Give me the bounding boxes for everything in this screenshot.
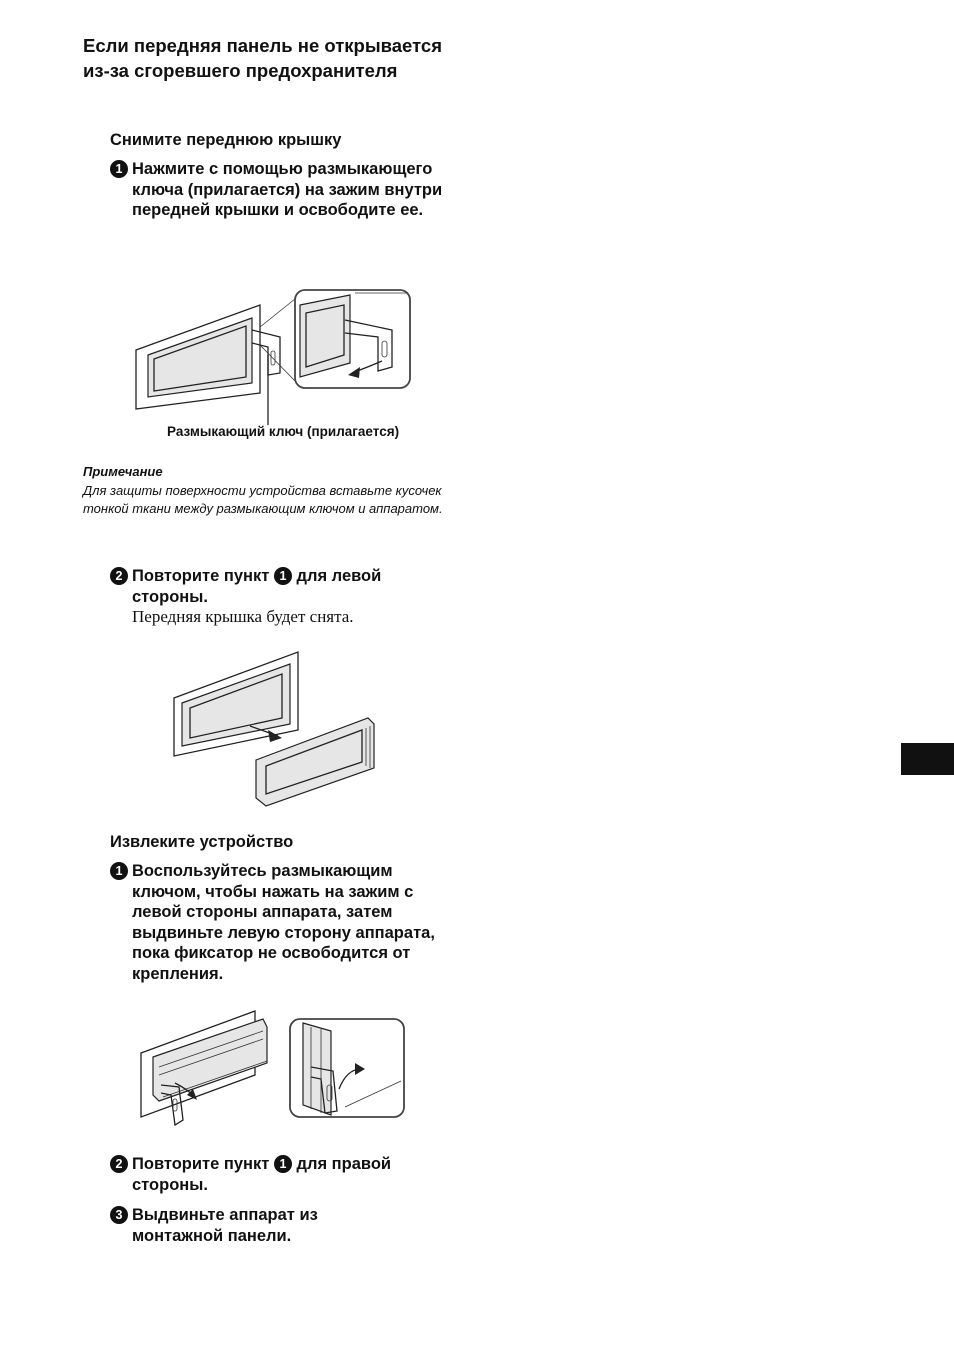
step-number-badge: 3 bbox=[110, 1206, 128, 1224]
step-reference-badge: 1 bbox=[274, 1155, 292, 1173]
figure-caption: Размыкающий ключ (прилагается) bbox=[167, 424, 400, 439]
step-text: Воспользуйтесь размыкающим ключом, чтобы нажать на зажим с левой стороны аппарата, затем выдвиньте левую сторону аппарата, пока фиксатор не освободится от крепления. bbox=[132, 862, 435, 983]
release-key-illustration bbox=[130, 285, 420, 445]
section-title: Если передняя панель не открывается из-за сгоревшего предохранителя bbox=[83, 35, 443, 81]
step-text-before: Повторите пункт bbox=[132, 567, 270, 585]
remove-unit-step-1 bbox=[110, 861, 460, 986]
step-text-after: для правой стороны. bbox=[132, 1155, 392, 1194]
step-result: Передняя крышка будет снята. bbox=[132, 607, 354, 626]
step-text bbox=[132, 566, 457, 628]
remove-cover-step-2 bbox=[110, 566, 460, 636]
step-text: Выдвиньте аппарат из монтажной панели. bbox=[132, 1206, 318, 1245]
remove-unit-step-3 bbox=[110, 1205, 460, 1250]
unit-extraction-illustration bbox=[135, 1005, 410, 1130]
remove-unit-step-2 bbox=[110, 1154, 460, 1199]
step-text bbox=[132, 1154, 457, 1195]
step-reference-badge: 1 bbox=[274, 567, 292, 585]
remove-cover-heading: Снимите переднюю крышку bbox=[110, 131, 342, 149]
step-text-before: Повторите пункт bbox=[132, 1155, 270, 1173]
remove-unit-heading: Извлеките устройство bbox=[110, 833, 294, 851]
note-text: Для защиты поверхности устройства вставьте кусочек тонкой ткани между размыкающим ключом и аппаратом. bbox=[83, 483, 443, 516]
step-text: Нажмите с помощью размыкающего ключа (прилагается) на зажим внутри передней крышки и освободите ее. bbox=[132, 160, 443, 219]
step-number-badge: 2 bbox=[110, 567, 128, 585]
step-number-badge: 1 bbox=[110, 862, 128, 880]
step-number-badge: 1 bbox=[110, 160, 128, 178]
step-number-badge: 2 bbox=[110, 1155, 128, 1173]
page-edge-tab bbox=[901, 743, 954, 775]
cover-removed-illustration bbox=[170, 648, 390, 810]
note-title: Примечание bbox=[83, 464, 163, 479]
step-text-after: для левой стороны. bbox=[132, 567, 382, 606]
remove-cover-step-1 bbox=[110, 159, 460, 264]
